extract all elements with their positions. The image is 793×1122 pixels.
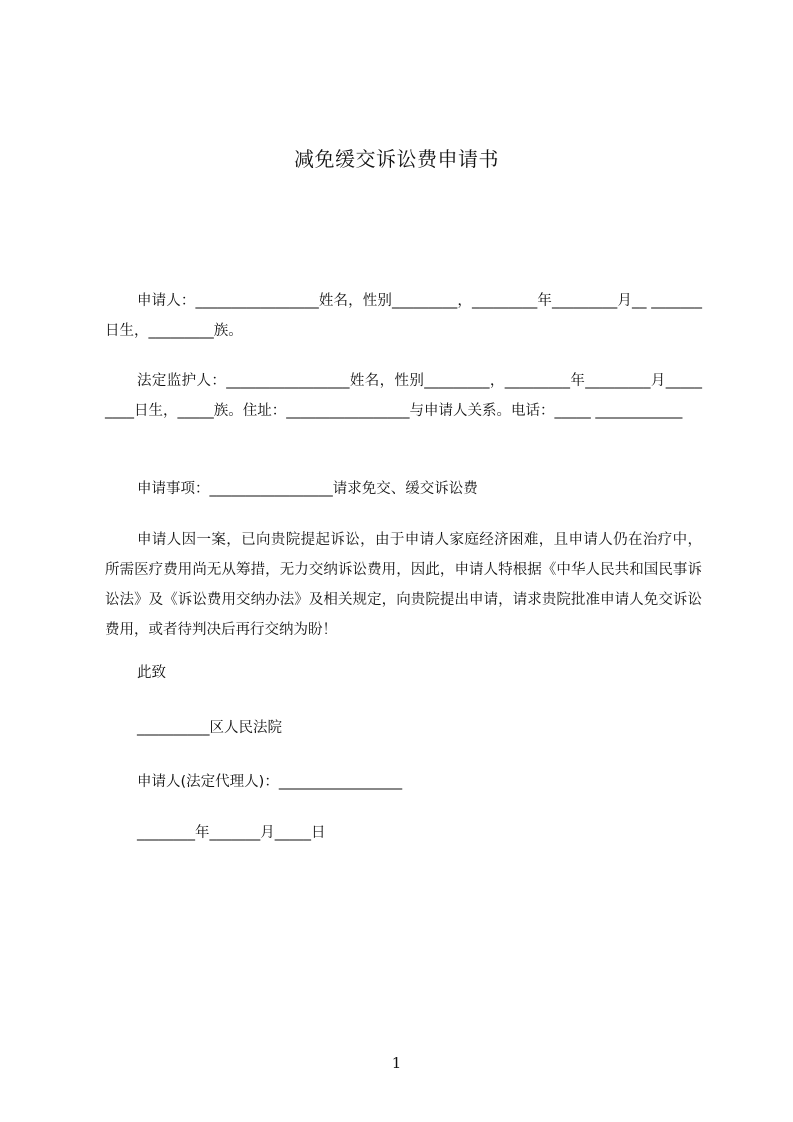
request-item-line: 申请事项：_________________请求免交、缓交诉讼费 bbox=[137, 481, 478, 497]
signature-line: 申请人(法定代理人)：_________________ bbox=[137, 774, 403, 790]
document-title: 减免缓交诉讼费申请书 bbox=[294, 147, 499, 171]
closing-salutation: 此致 bbox=[137, 665, 166, 681]
guardian-paragraph: 法定监护人：_________________姓名，性别_________，_________年_________月_________日生，_____族。住址：_________________与申请人关系。电话：_____ ____________ bbox=[105, 373, 702, 419]
applicant-paragraph: 申请人：_________________姓名，性别_________，_________年_________月__ _______日生，_________族。 bbox=[105, 293, 702, 339]
court-line: __________区人民法院 bbox=[137, 720, 282, 736]
date-line: ________年_______月_____日 bbox=[137, 825, 326, 841]
body-paragraph: 申请人因一案，已向贵院提起诉讼，由于申请人家庭经济困难，且申请人仍在治疗中，所需医疗费用尚无从筹措，无力交纳诉讼费用，因此，申请人特根据《中华人民共和国民事诉讼法》及《诉讼费用交纳办法》及相关规定，向贵院提出申请，请求贵院批准申请人免交诉讼费用，或者待判决后再行交纳为盼！ bbox=[105, 532, 702, 638]
page-number: 1 bbox=[391, 1054, 402, 1072]
